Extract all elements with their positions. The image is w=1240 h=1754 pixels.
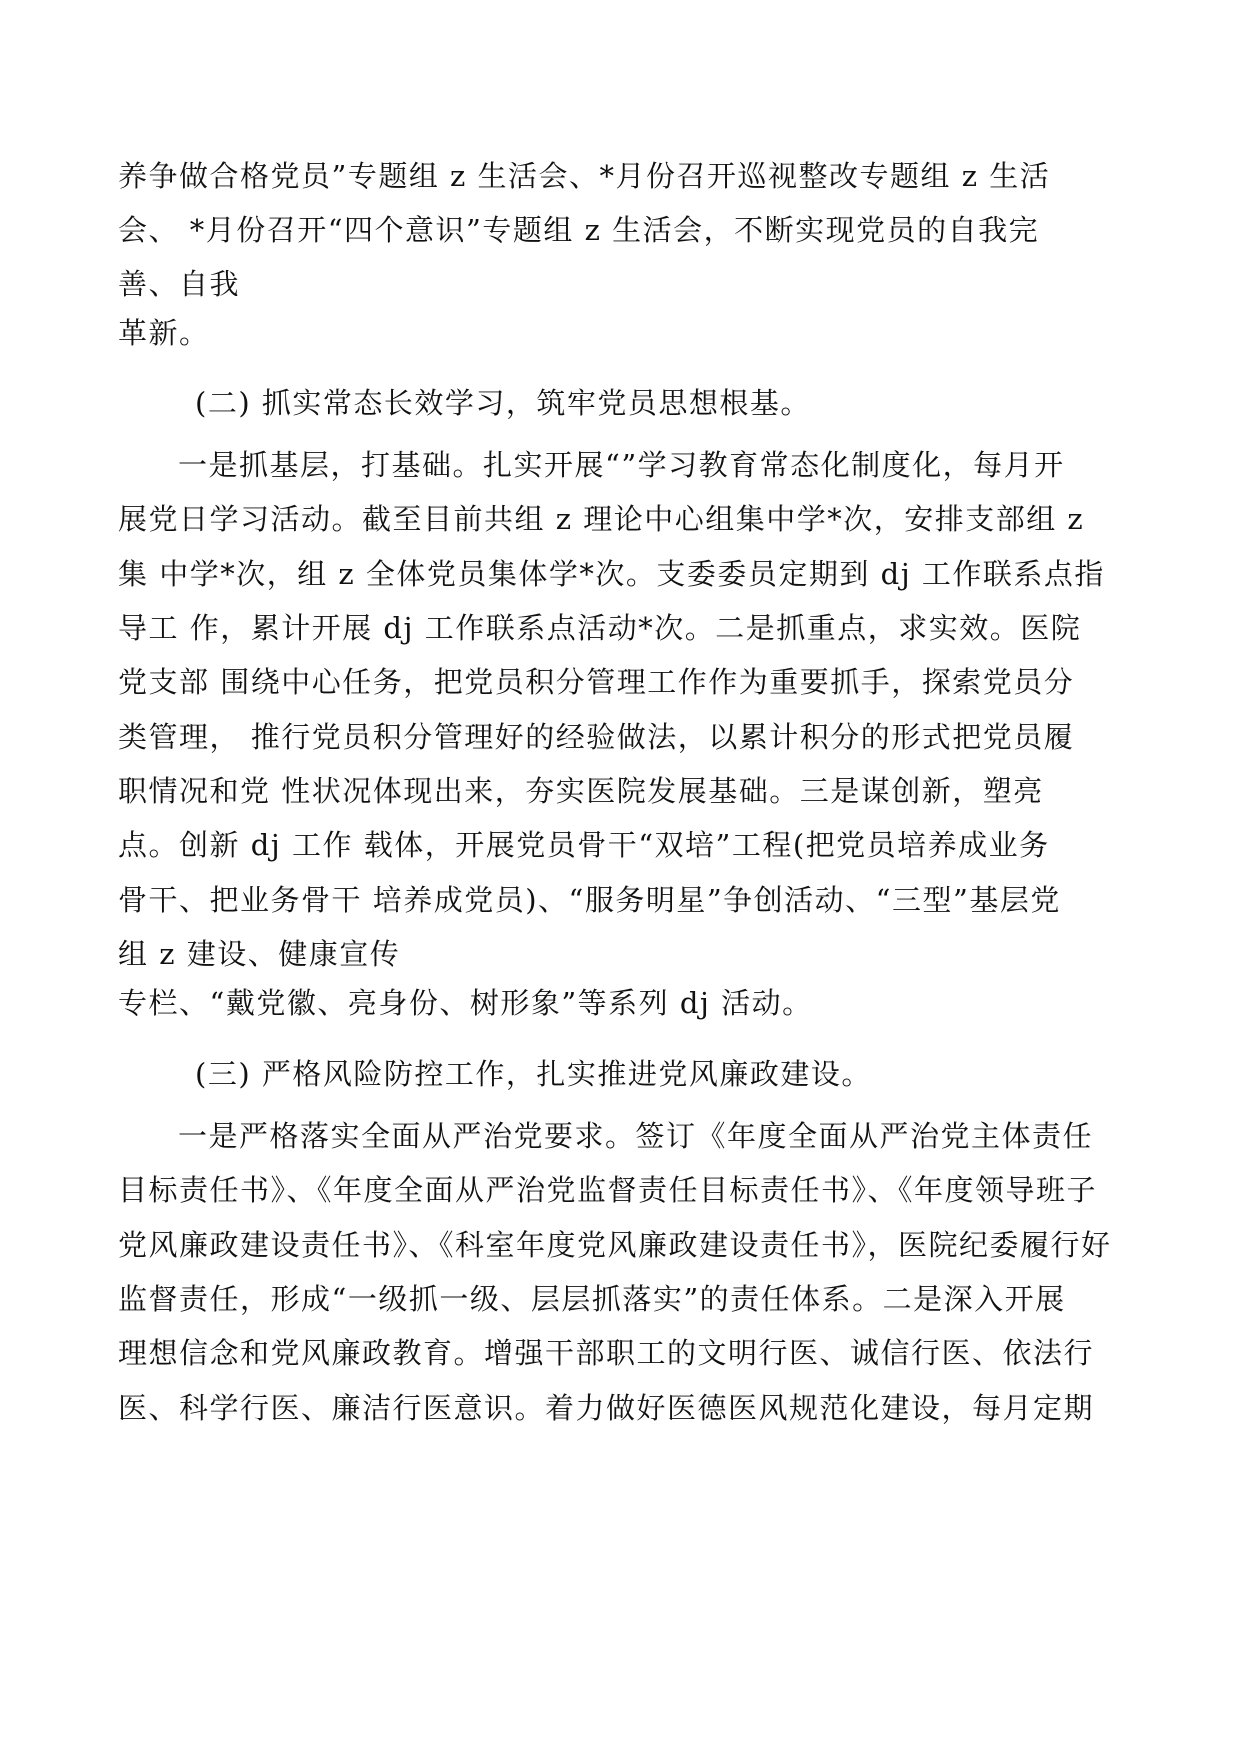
text-line-10: 党支部 围绕中心任务，把党员积分管理工作作为重要抓手，探索党员分 <box>118 665 1075 699</box>
text-line-14: 骨干、把业务骨干 培养成党员)、“服务明星”争创活动、“三型”基层党 <box>118 883 1061 917</box>
text-line-1: 养争做合格党员”专题组 z 生活会、*月份召开巡视整改专题组 z 生活 <box>118 159 1051 193</box>
text-line-6: 一是抓基层，打基础。扎实开展“”学习教育常态化制度化，每月开 <box>178 448 1065 482</box>
text-line-22: 理想信念和党风廉政教育。增强干部职工的文明行医、诚信行医、依法行 <box>118 1336 1095 1370</box>
text-line-9: 导工 作，累计开展 dj 工作联系点活动*次。二是抓重点，求实效。医院 <box>118 611 1082 645</box>
text-line-12: 职情况和党 性状况体现出来，夯实医院发展基础。三是谋创新，塑亮 <box>118 774 1044 808</box>
text-line-13: 点。创新 dj 工作 载体，开展党员骨干“双培”工程(把党员培养成业务 <box>118 828 1050 862</box>
text-line-19: 目标责任书》、《年度全面从严治党监督责任目标责任书》、《年度领导班子 <box>118 1173 1098 1207</box>
text-line-15: 组 z 建设、健康宣传 <box>118 937 401 971</box>
text-line-18: 一是严格落实全面从严治党要求。签订《年度全面从严治党主体责任 <box>178 1119 1094 1153</box>
text-line-3: 善、自我 <box>118 267 241 301</box>
text-line-20: 党风廉政建设责任书》、《科室年度党风廉政建设责任书》，医院纪委履行好 <box>118 1228 1112 1262</box>
text-line-23: 医、科学行医、廉洁行医意识。着力做好医德医风规范化建设，每月定期 <box>118 1391 1095 1425</box>
text-line-2: 会、 *月份召开“四个意识”专题组 z 生活会，不断实现党员的自我完 <box>118 213 1040 247</box>
text-line-21: 监督责任，形成“一级抓一级、层层抓落实”的责任体系。二是深入开展 <box>118 1282 1066 1316</box>
text-line-16: 专栏、“戴党徽、亮身份、树形象”等系列 dj 活动。 <box>118 986 813 1020</box>
text-line-7: 展党日学习活动。截至目前共组 z 理论中心组集中学*次，安排支部组 z <box>118 502 1085 536</box>
text-line-11: 类管理， 推行党员积分管理好的经验做法，以累计积分的形式把党员履 <box>118 720 1075 754</box>
section-heading-2: (二) 抓实常态长效学习，筑牢党员思想根基。 <box>195 386 811 420</box>
text-line-8: 集 中学*次，组 z 全体党员集体学*次。支委委员定期到 dj 工作联系点指 <box>118 557 1105 591</box>
text-line-4: 革新。 <box>118 316 210 350</box>
section-heading-3: (三) 严格风险防控工作，扎实推进党风廉政建设。 <box>195 1057 872 1091</box>
